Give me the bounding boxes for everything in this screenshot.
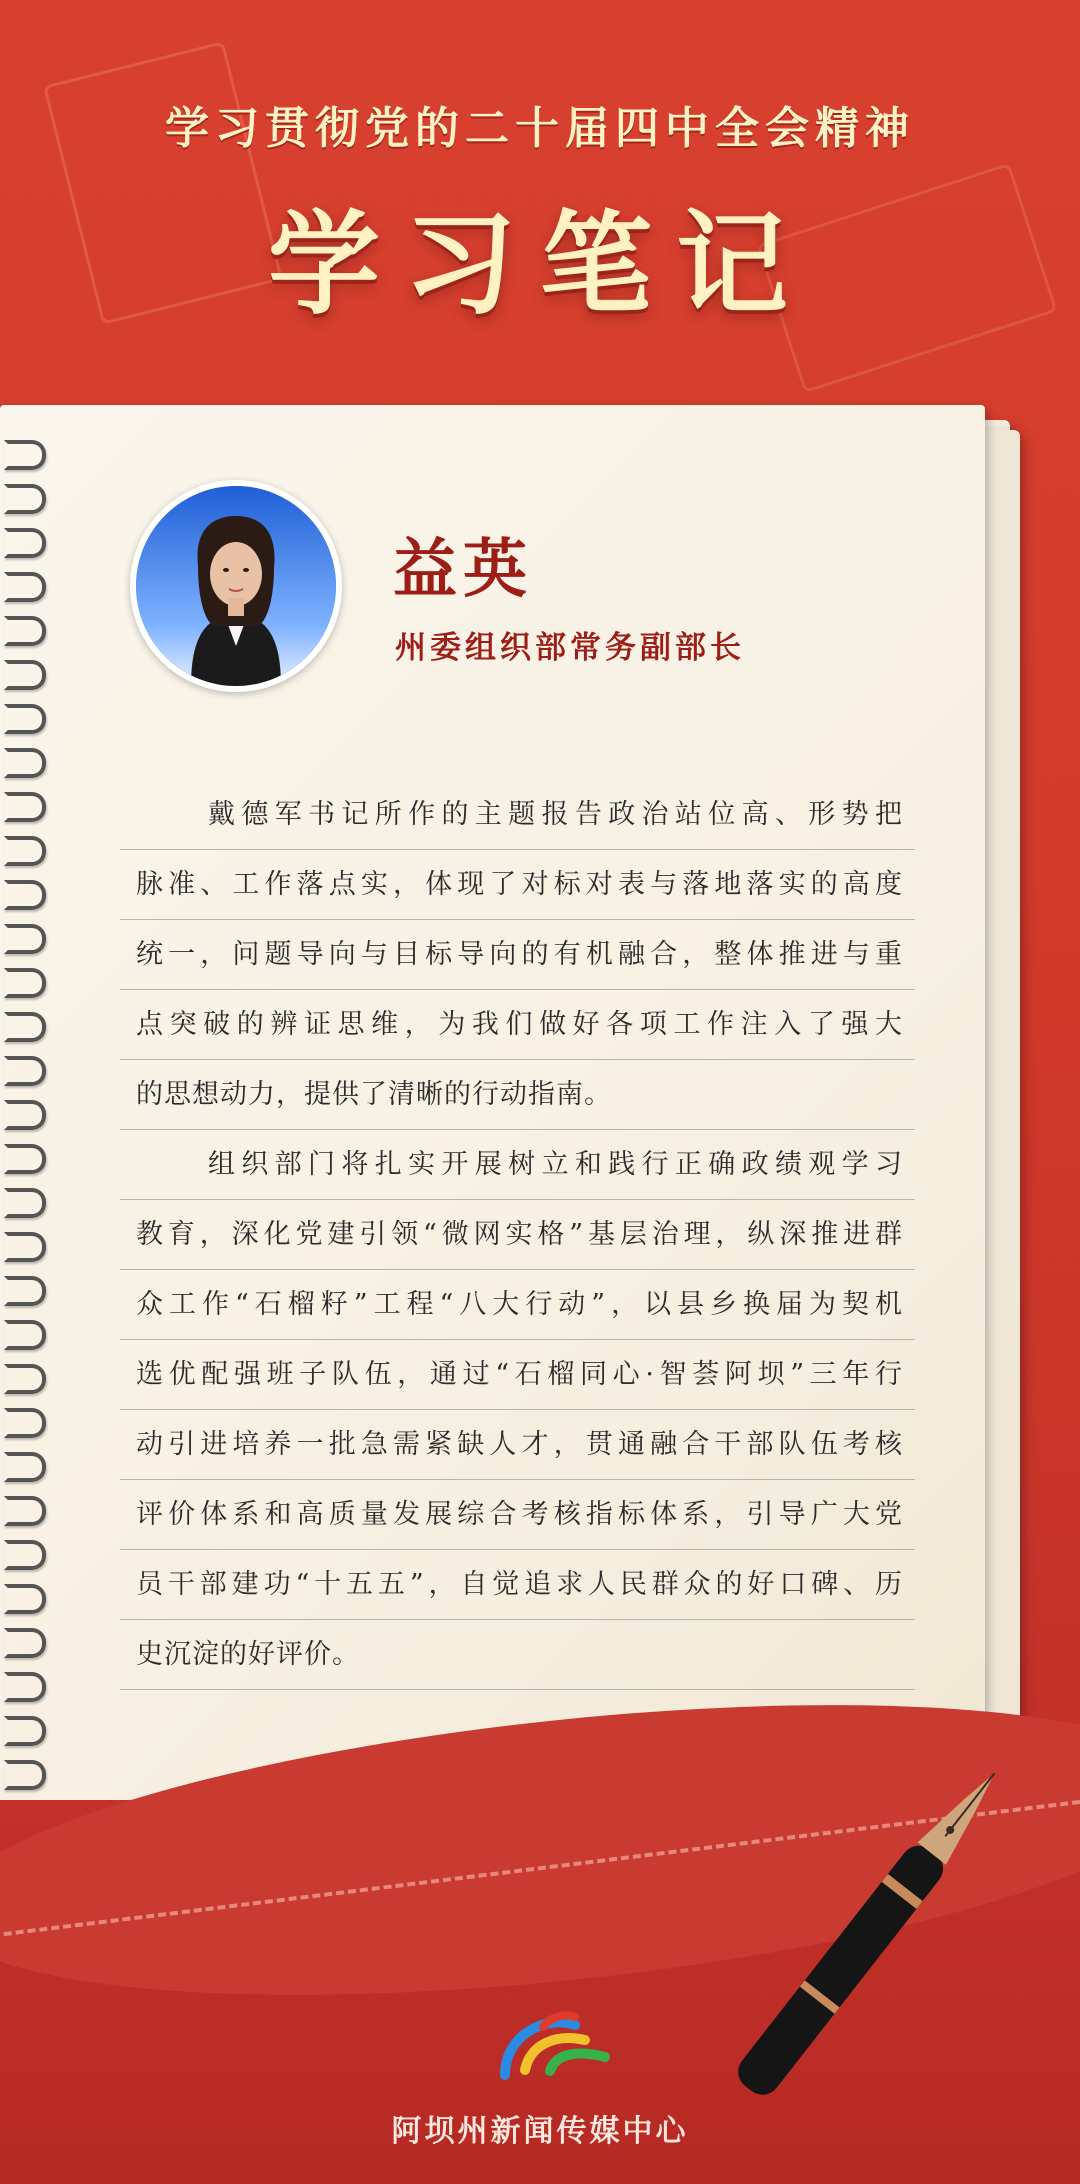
note-line: 评价体系和高质量发展综合考核指标体系，引导广大党 [120, 1480, 915, 1550]
note-line: 组织部门将扎实开展树立和践行正确政绩观学习 [120, 1130, 915, 1200]
note-line: 戴德军书记所作的主题报告政治站位高、形势把 [120, 780, 915, 850]
spiral-ring [4, 1628, 46, 1658]
spiral-ring [4, 1584, 46, 1614]
spiral-binding-icon [0, 430, 44, 1850]
spiral-ring [4, 1672, 46, 1702]
spiral-ring [4, 924, 46, 954]
header-subtitle: 学习贯彻党的二十届四中全会精神 [165, 103, 915, 154]
spiral-ring [4, 1188, 46, 1218]
media-center-logo-icon [495, 2005, 615, 2085]
note-line: 统一，问题导向与目标导向的有机融合，整体推进与重 [120, 920, 915, 990]
spiral-ring [4, 880, 46, 910]
spiral-ring [4, 1716, 46, 1746]
spiral-ring [4, 660, 46, 690]
note-line: 教育，深化党建引领“微网实格”基层治理，纵深推进群 [120, 1200, 915, 1270]
author-position: 州委组织部常务副部长 [395, 630, 745, 666]
spiral-ring [4, 1012, 46, 1042]
spiral-ring [4, 1144, 46, 1174]
spiral-ring [4, 1540, 46, 1570]
spiral-ring [4, 836, 46, 866]
note-line: 动引进培养一批急需紧缺人才，贯通融合干部队伍考核 [120, 1410, 915, 1480]
note-line: 众工作“石榴籽”工程“八大行动”，以县乡换届为契机 [120, 1270, 915, 1340]
spiral-ring [4, 968, 46, 998]
spiral-ring [4, 1364, 46, 1394]
spiral-ring [4, 572, 46, 602]
avatar [130, 480, 342, 692]
portrait-photo [136, 486, 336, 686]
spiral-ring [4, 440, 46, 470]
organization-name: 阿坝州新闻传媒中心 [391, 2114, 689, 2149]
spiral-ring [4, 1320, 46, 1350]
note-text [120, 780, 915, 1690]
spiral-ring [4, 792, 46, 822]
note-line: 点突破的辨证思维，为我们做好各项工作注入了强大 [120, 990, 915, 1060]
spiral-ring [4, 1232, 46, 1262]
spiral-ring [4, 1760, 46, 1790]
author-name: 益英 [393, 532, 533, 607]
fountain-pen-icon [690, 1720, 1080, 2120]
spiral-ring [4, 1056, 46, 1086]
note-line: 的思想动力，提供了清晰的行动指南。 [120, 1060, 915, 1130]
note-line: 员干部建功“十五五”，自觉追求人民群众的好口碑、历 [120, 1550, 915, 1620]
spiral-ring [4, 1408, 46, 1438]
spiral-ring [4, 1452, 46, 1482]
note-line: 选优配强班子队伍，通过“石榴同心·智荟阿坝”三年行 [120, 1340, 915, 1410]
spiral-ring [4, 484, 46, 514]
spiral-ring [4, 1100, 46, 1130]
spiral-ring [4, 528, 46, 558]
spiral-ring [4, 1496, 46, 1526]
spiral-ring [4, 748, 46, 778]
note-line: 史沉淀的好评价。 [120, 1620, 915, 1690]
spiral-ring [4, 616, 46, 646]
spiral-ring [4, 1276, 46, 1306]
note-line: 脉准、工作落点实，体现了对标对表与落地落实的高度 [120, 850, 915, 920]
spiral-ring [4, 704, 46, 734]
page-title: 学习笔记 [268, 200, 812, 330]
